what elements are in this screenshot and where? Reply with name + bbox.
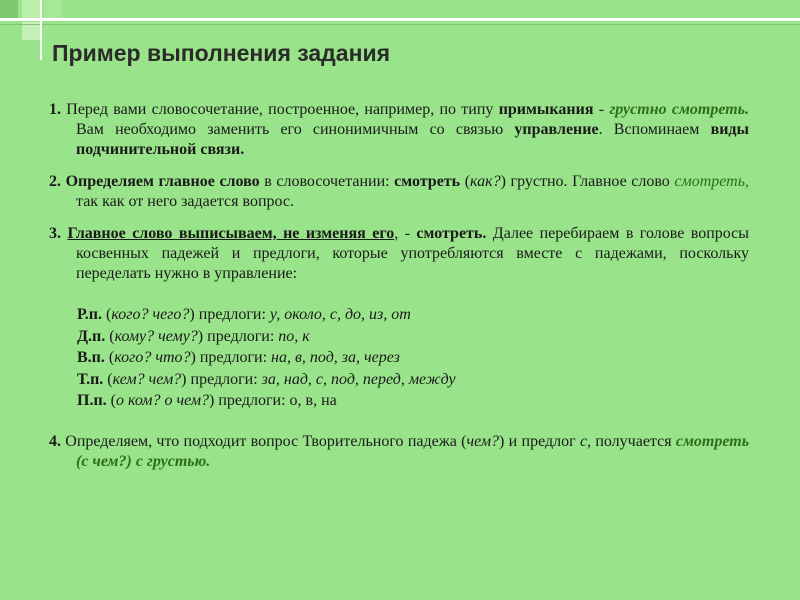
step-number: 4. — [49, 432, 61, 450]
text: так как от него задается вопрос. — [76, 193, 294, 210]
step-number: 3. — [49, 225, 61, 242]
decor-square — [0, 0, 18, 18]
prepositions: у, около, с, до, из, от — [269, 306, 411, 323]
prepositions: по, к — [278, 327, 310, 345]
case-label: П.п. — [77, 392, 107, 409]
step-number: 1. — [49, 101, 61, 118]
case-question: о ком? о чем? — [116, 392, 210, 409]
case-question: кого? чего? — [111, 306, 190, 323]
text: ) предлоги: — [189, 306, 270, 323]
text: . Вспоминаем — [598, 121, 711, 138]
term: смотреть — [394, 173, 461, 190]
step-2 — [49, 172, 749, 212]
text: Определяем, что подходит вопрос Творительного падежа ( — [61, 432, 467, 450]
decor-line — [0, 18, 800, 21]
term: виды подчинительной связи. — [76, 121, 750, 158]
term: управление — [514, 121, 599, 138]
prepositions: на, в, под, за, через — [271, 349, 400, 366]
decor-square — [44, 0, 62, 18]
case-row: Т.п. (кем? чем?) предлоги: за, над, с, под, перед, между — [77, 370, 456, 388]
text: ( — [460, 173, 471, 190]
prepositions: о, в, на — [289, 392, 337, 409]
text: , - — [394, 225, 417, 242]
step-number: 2. — [49, 173, 61, 190]
text: Далее перебираем в голове вопросы косвенных падежей и предлоги, которые употребляются вместе с падежами, поскольку переделать нужно в управление: — [76, 225, 749, 282]
term: Главное слово выписываем, не изменяя его — [67, 225, 395, 242]
text: ) предлоги: — [209, 392, 290, 409]
case-label: Д.п. — [77, 327, 106, 345]
case-list — [77, 304, 749, 412]
prepositions: за, над, с, под, перед, между — [261, 370, 456, 388]
case-label: Т.п. — [77, 370, 104, 388]
text: получается — [591, 432, 676, 450]
slide-body — [49, 100, 749, 484]
term: примыкания — [498, 101, 594, 118]
step-3 — [49, 224, 749, 284]
text: ) предлоги: — [190, 349, 272, 366]
case-question: кого? что? — [114, 349, 191, 366]
preposition: с, — [579, 432, 592, 450]
case-question: кем? чем? — [112, 370, 182, 388]
case-row: П.п. (о ком? о чем?) предлоги: о, в, на — [77, 392, 337, 409]
question: как? — [470, 173, 501, 190]
result-phrase: смотреть (с чем?) с грустью. — [76, 432, 750, 470]
text: Вам необходимо заменить его синонимичным со связью — [76, 121, 515, 138]
decor-line — [40, 0, 42, 60]
text: ) и предлог — [499, 432, 580, 450]
text: в словосочетании: — [259, 173, 395, 190]
decor-square — [22, 0, 40, 18]
text: ) грустно. Главное слово — [500, 173, 675, 190]
case-question: кому? чему? — [114, 327, 198, 345]
example-phrase: грустно смотреть. — [609, 101, 749, 118]
term: Определяем главное слово — [61, 173, 260, 190]
decor-line — [0, 24, 800, 25]
text: - — [593, 101, 610, 118]
term: смотреть. — [416, 225, 487, 242]
text: Перед вами словосочетание, построенное, например, по типу — [61, 101, 499, 118]
case-row: Д.п. (кому? чему?) предлоги: по, к — [77, 327, 310, 345]
question: чем? — [466, 432, 500, 450]
example-word: смотреть, — [674, 173, 749, 190]
case-label: Р.п. — [77, 306, 102, 323]
text: ) предлоги: — [197, 327, 279, 345]
slide-title: Пример выполнения задания — [52, 40, 391, 66]
case-row: В.п. (кого? что?) предлоги: на, в, под, за, через — [77, 349, 400, 366]
case-row: Р.п. (кого? чего?) предлоги: у, около, с, до, из, от — [77, 306, 411, 323]
step-1 — [49, 100, 749, 160]
case-label: В.п. — [77, 349, 105, 366]
text: ) предлоги: — [181, 370, 262, 388]
step-4 — [49, 432, 749, 472]
